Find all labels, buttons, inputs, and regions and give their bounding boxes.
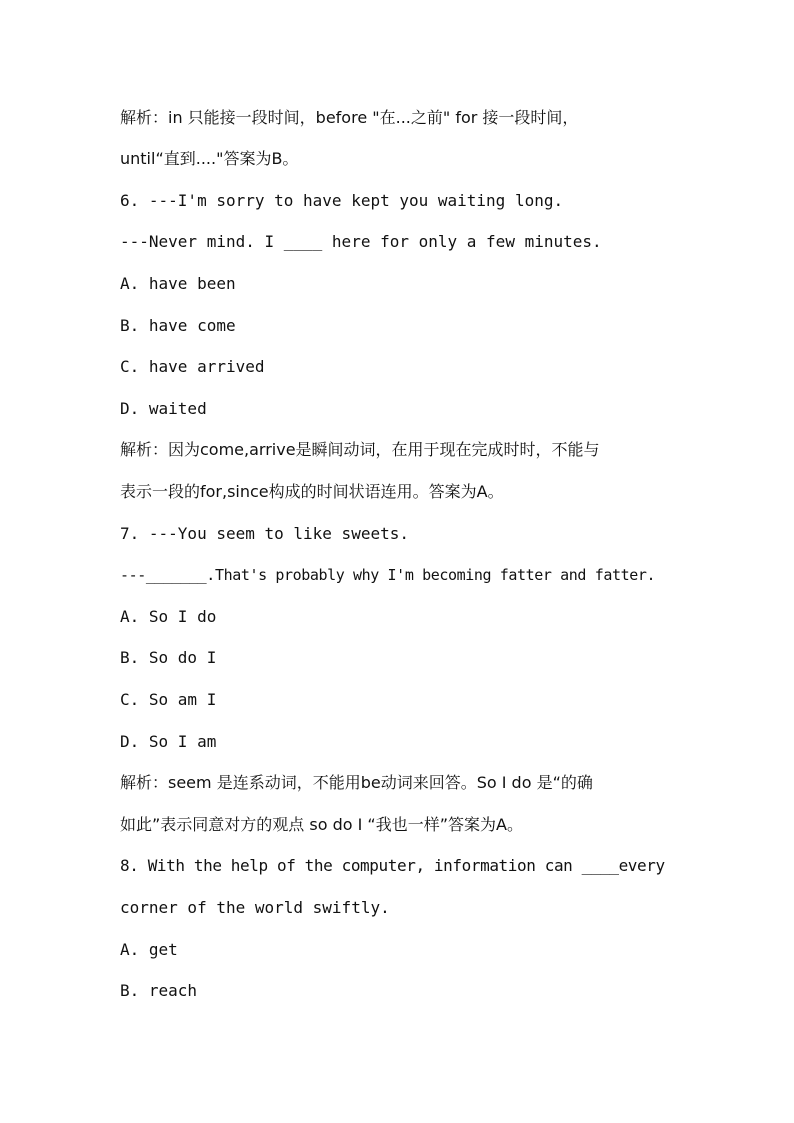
- analysis-q6-line-1: 解析：因为come,arrive是瞬间动词，在用于现在完成时时，不能与: [120, 440, 600, 459]
- analysis-q5-line-2: until“直到...."答案为B。: [120, 149, 299, 168]
- question-6-option-a: A. have been: [120, 274, 236, 293]
- question-8-prompt-line-2: corner of the world swiftly.: [120, 898, 390, 917]
- analysis-q7-line-1: 解析：seem 是连系动词，不能用be动词来回答。So I do 是“的确: [120, 773, 593, 792]
- question-6-option-b: B. have come: [120, 316, 236, 335]
- question-7-response: ---_______.That's probably why I'm becoming fatter and fatter.: [120, 566, 656, 584]
- analysis-q5-line-1: 解析：in 只能接一段时间，before "在...之前" for 接一段时间，: [120, 108, 579, 127]
- analysis-q6-line-2: 表示一段的for,since构成的时间状语连用。答案为A。: [120, 482, 504, 501]
- question-8-prompt-line-1: 8. With the help of the computer, information can ____every: [120, 856, 665, 875]
- question-8-option-b: B. reach: [120, 981, 198, 1000]
- question-6-response: ---Never mind. I ____ here for only a few minutes.: [120, 232, 602, 251]
- analysis-q7-line-2: 如此”表示同意对方的观点 so do I “我也一样”答案为A。: [120, 815, 523, 834]
- question-6-prompt: 6. ---I'm sorry to have kept you waiting long.: [120, 191, 564, 210]
- question-8-option-a: A. get: [120, 940, 178, 959]
- question-7-option-c: C. So am I: [120, 690, 217, 709]
- question-6-option-d: D. waited: [120, 399, 207, 418]
- question-7-option-d: D. So I am: [120, 732, 217, 751]
- question-7-prompt: 7. ---You seem to like sweets.: [120, 524, 409, 543]
- question-6-option-c: C. have arrived: [120, 357, 265, 376]
- question-7-option-a: A. So I do: [120, 607, 217, 626]
- question-7-option-b: B. So do I: [120, 648, 217, 667]
